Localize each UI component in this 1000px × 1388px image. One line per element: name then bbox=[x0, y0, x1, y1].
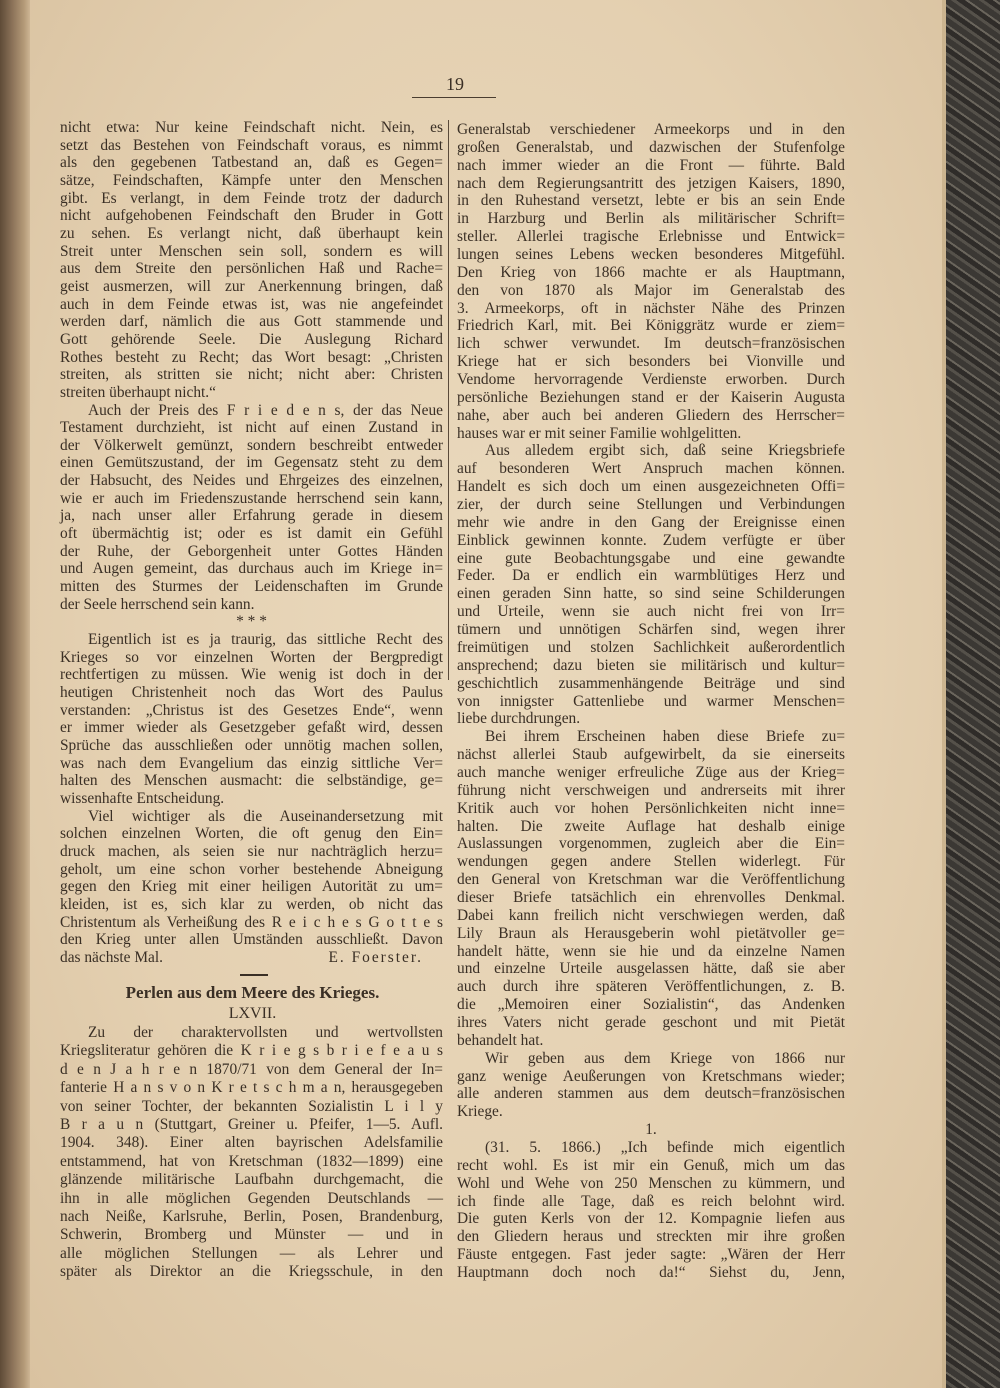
text-line: Kriege hat er sich besonders bei Vionville und bbox=[457, 353, 845, 371]
text-line: geist ausmerzen, will zur Anerkennung bringen, daß bbox=[60, 277, 443, 295]
right-column bbox=[457, 121, 845, 1282]
text-line: ansprechend; dazu bieten sie militärisch und kultur= bbox=[457, 656, 845, 674]
text-line: rechtfertigen zu müssen. Wie wenig ist doch in der bbox=[60, 666, 443, 684]
text-line: Schwerin, Bromberg und Münster — und in bbox=[60, 1226, 443, 1244]
text-line: oft übermächtig ist; oder es ist damit ein Gefühl bbox=[60, 525, 443, 543]
text-line: den Krieg unter allen Umständen ausschließt. Davon bbox=[60, 931, 443, 949]
line-text: der Seele herrschend sein kann. bbox=[60, 595, 255, 613]
text-line: fanterie H a n s v o n K r e t s c h m a n, herausgegeben bbox=[60, 1079, 443, 1097]
text-line: die „Memoiren einer Sozialistin“, das Andenken bbox=[457, 996, 845, 1014]
text-line: Viel wichtiger als die Auseinandersetzung mit bbox=[88, 807, 443, 825]
text-line: gibt. Es verlangt, in dem Feinde trotz der dadurch bbox=[60, 189, 443, 207]
line-text: das nächste Mal. bbox=[60, 948, 164, 966]
text-line: Kriegsliteratur gehören die K r i e g s b r i e f e a u s bbox=[60, 1042, 443, 1060]
author-signature: E. Foerster. bbox=[328, 948, 423, 966]
text-line: führung nicht verschweigen und andrerseits mit ihrer bbox=[457, 781, 845, 799]
text-line: alle möglichen Stellungen — als Lehrer und bbox=[60, 1244, 443, 1262]
text-line: Lily Braun als Herausgeberin wohl pietätvoller ge= bbox=[457, 924, 845, 942]
text-line: Rothes besteht zu Recht; das Wort besagt: „Christen bbox=[60, 348, 443, 366]
column-divider bbox=[448, 120, 449, 680]
text-line: 3. Armeekorps, oft in nächster Nähe des Prinzen bbox=[457, 299, 845, 317]
text-line: in Harzburg und Berlin als militärischer Schrift= bbox=[457, 210, 845, 228]
text-line: aus dem Streite den persönlichen Haß und Rache= bbox=[60, 260, 443, 278]
text-line: nächst allerlei Staub aufgewirbelt, da sie einerseits bbox=[457, 746, 845, 764]
text-line: werden darf, nämlich die aus Gott stammende und bbox=[60, 313, 443, 331]
text-line: persönliche Beziehungen stand er der Kaiserin Augusta bbox=[457, 388, 845, 406]
text-line: in den Ruhestand versetzt, lebte er bis an sein Ende bbox=[457, 192, 845, 210]
text-line: er immer wieder als Gesetzgeber gefaßt wird, dessen bbox=[60, 719, 443, 737]
text-line: von seiner Tochter, der bekannten Sozialistin L i l y bbox=[60, 1097, 443, 1115]
text-line: steller. Allerlei tragische Erlebnisse und Entwick= bbox=[457, 228, 845, 246]
text-line: wie er auch im Friedenszustande herrschend sein kann, bbox=[60, 489, 443, 507]
text-line: Testament durchzieht, ist nicht auf einen Zustand in bbox=[60, 419, 443, 437]
text-line: halten. Die zweite Auflage hat deshalb einige bbox=[457, 817, 845, 835]
text-line: nach Neiße, Karlsruhe, Berlin, Posen, Brandenburg, bbox=[60, 1207, 443, 1225]
text-line: ihn in alle möglichen Gegenden Deutschlands — bbox=[60, 1189, 443, 1207]
section-numeral: LXVII. bbox=[228, 1005, 277, 1022]
text-line: glänzende militärische Laufbahn durchgemacht, die bbox=[60, 1171, 443, 1189]
text-line: auf besonderen Wert Anspruch machen können. bbox=[457, 460, 845, 478]
text-line: d e n J a h r e n 1870/71 von dem General der In= bbox=[60, 1060, 443, 1078]
text-line: den von 1870 als Major im Generalstab des bbox=[457, 281, 845, 299]
marbled-cover-edge bbox=[942, 0, 1000, 1388]
text-line: mehr wie andre in den Gang der Ereignisse einen bbox=[457, 513, 845, 531]
text-line: der Völkerwelt gemünzt, sondern beschreibt entweder bbox=[60, 436, 443, 454]
text-line: Handelt es sich doch um einen ausgezeichneten Offi= bbox=[457, 478, 845, 496]
text-line: nach dem Regierungsantritt des jetzigen Kaisers, 1890, bbox=[457, 174, 845, 192]
text-line bbox=[60, 384, 443, 402]
text-line: recht wohl. Es ist mir ein Genuß, mich um das bbox=[457, 1156, 845, 1174]
text-line: (31. 5. 1866.) „Ich befinde mich eigentlich bbox=[485, 1138, 845, 1156]
text-line: geholt, um eine schon vorher bestehende Abneigung bbox=[60, 860, 443, 878]
text-line: nahe, aber auch bei anderen Gliedern des Herrscher= bbox=[457, 406, 845, 424]
text-line: setzt das Bestehen von Feindschaft voraus, es nimmt bbox=[60, 136, 443, 154]
text-line: einen Gemütszustand, der im Gegensatz steht zu dem bbox=[60, 454, 443, 472]
text-line: Vendome hervorragende Verdienste erworben. Durch bbox=[457, 371, 845, 389]
text-line: Zu der charaktervollsten und wertvollsten bbox=[88, 1024, 443, 1041]
text-line: halten des Menschen ausmacht: die selbständige, ge= bbox=[60, 772, 443, 790]
text-line: einen geraden Sinn hatte, so sind seine Schilderungen bbox=[457, 585, 845, 603]
line-text: Kriege. bbox=[457, 1103, 503, 1121]
text-line: Kritik auch vor hohen Persönlichkeiten nicht inne= bbox=[457, 799, 845, 817]
text-line: großen Generalstab, und dazwischen der Stufenfolge bbox=[457, 138, 845, 156]
text-line: Wohl und Wehe von 250 Menschen zu kümmern, und bbox=[457, 1174, 845, 1192]
text-line: ihres Vaters nicht gerade geschont und mit Pietät bbox=[457, 1013, 845, 1031]
text-line: alle anderen stammen aus dem deutsch=französischen bbox=[457, 1085, 845, 1103]
text-line: verstanden: „Christus ist des Gesetzes Ende“, wenn bbox=[60, 701, 443, 719]
text-line: Fäuste entgegen. Fast jeder sagte: „Wären der Herr bbox=[457, 1246, 845, 1264]
text-line: geschichtlich zusammenhängende Beiträge und sind bbox=[457, 674, 845, 692]
text-line: Hauptmann doch noch da!“ Siehst du, Jenn, bbox=[457, 1264, 845, 1281]
text-line bbox=[60, 596, 443, 614]
text-line: Sprüche das ausschließen oder unnötig machen sollen, bbox=[60, 736, 443, 754]
line-text: streiten überhaupt nicht.“ bbox=[60, 383, 216, 401]
page-number: 19 bbox=[446, 74, 464, 94]
text-line: Feder. Da er endlich ein warmblütiges Herz und bbox=[457, 567, 845, 585]
text-line: was nach dem Evangelium das einzig sittliche Ver= bbox=[60, 754, 443, 772]
text-line: Eigentlich ist es ja traurig, das sittliche Recht des bbox=[88, 631, 443, 649]
text-line: ganz wenige Aeußerungen von Kretschmans wieder; bbox=[457, 1067, 845, 1085]
text-line: sätze, Feindschaften, Kämpfe unter den Menschen bbox=[60, 171, 443, 189]
left-column-part2 bbox=[60, 1024, 443, 1281]
text-line: Dabei kann freilich nicht verschwiegen werden, daß bbox=[457, 906, 845, 924]
line-text: liebe durchdrungen. bbox=[457, 710, 581, 728]
line-text: wissenhafte Entscheidung. bbox=[60, 789, 225, 807]
text-line: nicht etwa: Nur keine Feindschaft nicht. Nein, es bbox=[60, 119, 443, 136]
text-line bbox=[457, 1032, 845, 1050]
text-line: und Augen gemeint, das durchaus auch im Kriege in= bbox=[60, 560, 443, 578]
text-line: Auslassungen vorgenommen, zugleich aber die Ein= bbox=[457, 835, 845, 853]
text-line: auch in dem Feinde etwas ist, was nie angefeindet bbox=[60, 295, 443, 313]
section-divider-rule bbox=[240, 974, 268, 976]
text-line: als den gegebenen Tatbestand an, daß es Gegen= bbox=[60, 154, 443, 172]
text-line: B r a u n (Stuttgart, Greiner u. Pfeifer, 1—5. Aufl. bbox=[60, 1115, 443, 1133]
page-number-rule bbox=[412, 97, 496, 98]
text-line: von innigster Gattenliebe und warmer Menschen= bbox=[457, 692, 845, 710]
text-line: Krieges so vor einzelnen Worten der Bergpredigt bbox=[60, 648, 443, 666]
text-line: lungen seines Lebens wecken besonderes Mitgefühl. bbox=[457, 246, 845, 264]
line-text: behandelt hat. bbox=[457, 1031, 544, 1049]
text-line: handelt hätte, wenn sie hie und da einzelne Namen bbox=[457, 942, 845, 960]
text-line: gegen den Krieg mit einer heiligen Autorität zu um= bbox=[60, 878, 443, 896]
text-line: streiten, als stritten sie nicht; nicht aber: Christen bbox=[60, 366, 443, 384]
text-line: freimütigen und stolzen Sachlichkeit außerordentlich bbox=[457, 638, 845, 656]
text-line: 1904. 348). Einer alten bayrischen Adelsfamilie bbox=[60, 1134, 443, 1152]
text-line: Generalstab verschiedener Armeekorps und in den bbox=[457, 121, 845, 138]
text-line: kleiden, ist es, sich klar zu werden, ob nicht das bbox=[60, 895, 443, 913]
text-line: mitten des Sturmes der Leidenschaften im Grunde bbox=[60, 578, 443, 596]
text-line: auch manche weniger erfreuliche Züge aus der Krieg= bbox=[457, 763, 845, 781]
left-column-part1 bbox=[60, 119, 443, 967]
text-line bbox=[457, 710, 845, 728]
line-text: hauses war er mit seiner Familie wohlgelitten. bbox=[457, 424, 742, 442]
text-line: Friedrich Karl, mit. Bei Königgrätz wurde er ziem= bbox=[457, 317, 845, 335]
text-line: Einblick gewinnen konnte. Zudem verfügte er über bbox=[457, 531, 845, 549]
text-line bbox=[457, 1103, 845, 1121]
text-line: zu sehen. Es verlangt nicht, daß überhaupt kein bbox=[60, 224, 443, 242]
text-line: Den Krieg von 1866 machte er als Hauptmann, bbox=[457, 263, 845, 281]
text-line: wendungen gegen andere Stellen widerlegt. Für bbox=[457, 853, 845, 871]
text-line bbox=[60, 790, 443, 808]
text-line: zier, der durch seine Stellungen und Verbindungen bbox=[457, 496, 845, 514]
text-line: Christentum als Verheißung des R e i c h e s G o t t e s bbox=[60, 913, 443, 931]
section-title: Perlen aus dem Meere des Krieges. bbox=[125, 983, 380, 1002]
text-line: und Urteile, wenn sie auch nicht frei von Irr= bbox=[457, 603, 845, 621]
text-line: Die guten Kerls von der 12. Kompagnie liefen aus bbox=[457, 1210, 845, 1228]
text-line: Gott gehörende Seele. Die Auslegung Richard bbox=[60, 330, 443, 348]
text-line: Wir geben aus dem Kriege von 1866 nur bbox=[485, 1049, 845, 1067]
text-line: Aus alledem ergibt sich, daß seine Kriegsbriefe bbox=[485, 442, 845, 460]
text-line bbox=[60, 949, 443, 967]
text-line: nicht aufgehobenen Feindschaft den Bruder in Gott bbox=[60, 207, 443, 225]
text-line: heutigen Christenheit noch das Wort des Paulus bbox=[60, 684, 443, 701]
text-line: auch durch ihre späteren Veröffentlichungen, z. B. bbox=[457, 978, 845, 996]
text-line: und einzelne Urteile ausgelassen hätte, daß sie aber bbox=[457, 960, 845, 978]
text-line: ja, nach unser aller Erfahrung gerade in diesem bbox=[60, 507, 443, 525]
adjacent-page-edge bbox=[0, 0, 30, 1388]
text-line: Auch der Preis des F r i e d e n s, der das Neue bbox=[88, 401, 443, 419]
text-line: den Gliedern heraus und streckten mir ihre großen bbox=[457, 1228, 845, 1246]
text-line: nach immer wieder an die Front — führte. Bald bbox=[457, 156, 845, 174]
text-line bbox=[457, 425, 845, 443]
text-line: solchen einzelnen Worten, die oft genug den Ein= bbox=[60, 825, 443, 843]
text-line: ich finde alle Tage, daß es reich belohnt wird. bbox=[457, 1192, 845, 1210]
text-line: tümern und unnötigen Schärfen sind, wegen ihrer bbox=[457, 621, 845, 639]
centered-mark: 1. bbox=[645, 1121, 657, 1139]
text-line: Bei ihrem Erscheinen haben diese Briefe zu= bbox=[485, 728, 845, 746]
text-line: entstammend, hat von Kretschman (1832—1899) eine bbox=[60, 1152, 443, 1170]
text-line: der Ruhe, der Geborgenheit unter Gottes Händen bbox=[60, 542, 443, 560]
text-line: der Habsucht, des Neides und Ehrgeizes des einzelnen, bbox=[60, 472, 443, 490]
text-line: lich schwer verwundet. Im deutsch=französischen bbox=[457, 335, 845, 353]
text-line: Streit unter Menschen sein soll, sondern es will bbox=[60, 242, 443, 260]
text-line: den General von Kretschman war die Veröffentlichung bbox=[457, 871, 845, 889]
centered-mark: * * * bbox=[236, 613, 267, 631]
text-line: dieser Briefe tatsächlich ein ehrenvolles Denkmal. bbox=[457, 888, 845, 906]
text-line: später als Direktor an die Kriegsschule, in den bbox=[60, 1263, 443, 1281]
text-line: eine gute Beobachtungsgabe und eine gewandte bbox=[457, 549, 845, 567]
text-line: druck machen, als seien sie nur nachträglich herzu= bbox=[60, 842, 443, 860]
